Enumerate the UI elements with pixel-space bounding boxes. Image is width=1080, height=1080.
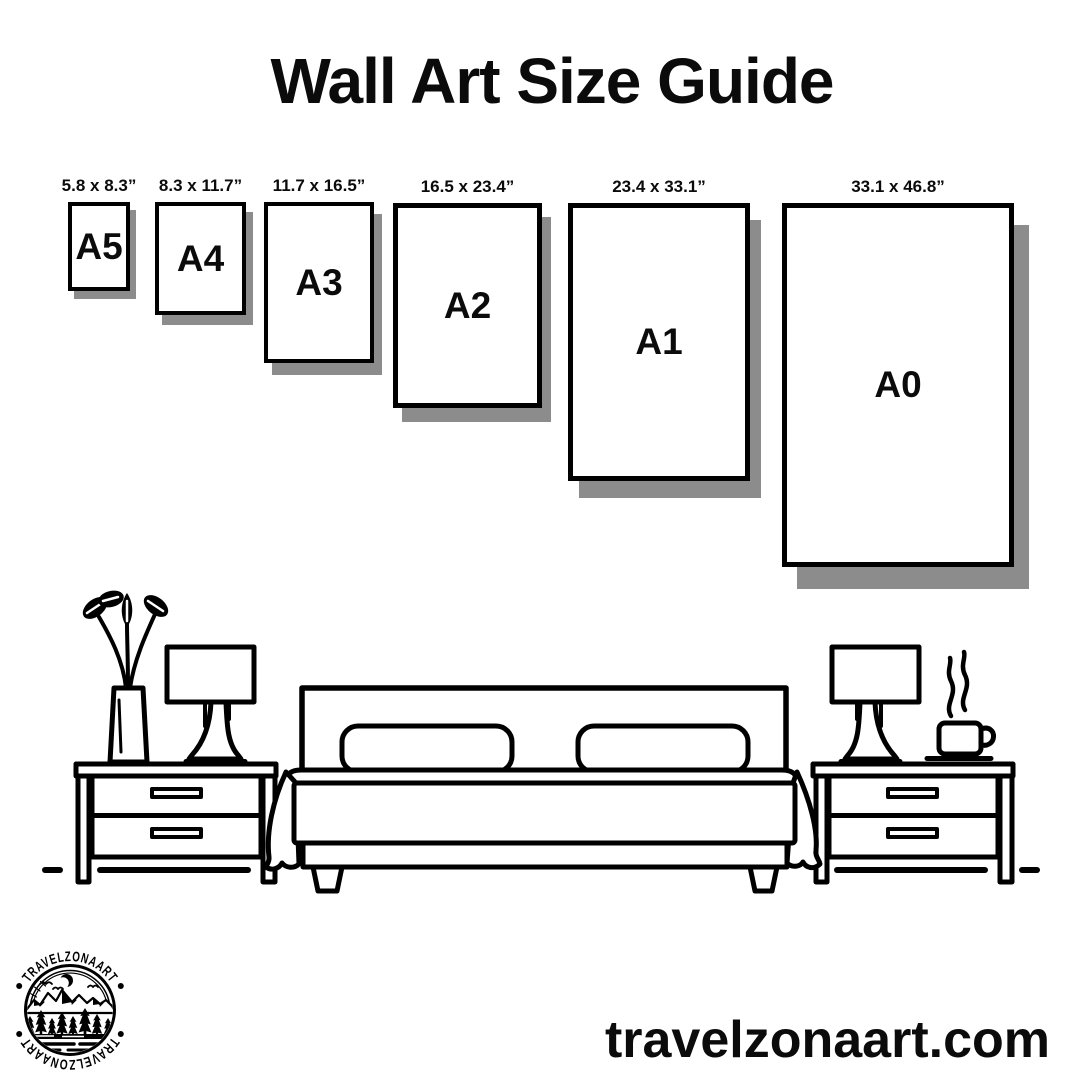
pillow-right-icon <box>578 726 748 772</box>
nightstand-left-icon <box>76 764 276 882</box>
frame-a5 <box>68 202 130 291</box>
frame-a3-dimensions: 11.7 x 16.5” <box>272 176 366 195</box>
frame-a4-label: A4 <box>176 237 225 279</box>
frame-a1-dimensions: 23.4 x 33.1” <box>612 177 706 196</box>
frame-a5-label: A5 <box>75 225 123 267</box>
frame-a1 <box>568 203 750 481</box>
frame-a0 <box>782 203 1014 567</box>
bed-icon <box>266 688 820 891</box>
frame-a5-dimensions: 5.8 x 8.3” <box>61 176 137 195</box>
table-lamp-left-icon <box>167 647 254 762</box>
table-lamp-right-icon <box>832 647 919 762</box>
frame-a4-dimensions: 8.3 x 11.7” <box>158 176 243 195</box>
frame-a4 <box>155 202 246 315</box>
frame-a2 <box>393 203 542 408</box>
plant-vase-icon <box>79 588 173 762</box>
steam-icon <box>949 652 967 716</box>
frame-a3 <box>264 202 374 363</box>
frame-a1-label: A1 <box>635 321 683 362</box>
brand-logo <box>0 940 140 1080</box>
page-title: Wall Art Size Guide <box>270 45 834 117</box>
logo-text-top: TRAVELZONAART <box>18 947 123 988</box>
pillow-left-icon <box>342 726 512 772</box>
frame-a2-dimensions: 16.5 x 23.4” <box>420 177 515 196</box>
website-url: travelzonaart.com <box>604 1011 1050 1069</box>
frame-a2-label: A2 <box>443 284 492 326</box>
frame-a3-label: A3 <box>295 261 343 303</box>
coffee-cup-icon <box>927 652 994 759</box>
nightstand-right-icon <box>813 764 1013 882</box>
frame-a0-label: A0 <box>874 364 922 405</box>
bedroom-scene-illustration <box>0 585 1080 905</box>
logo-text-bottom: TRAVELZONAART <box>15 1033 123 1074</box>
frame-a0-dimensions: 33.1 x 46.8” <box>851 177 945 196</box>
